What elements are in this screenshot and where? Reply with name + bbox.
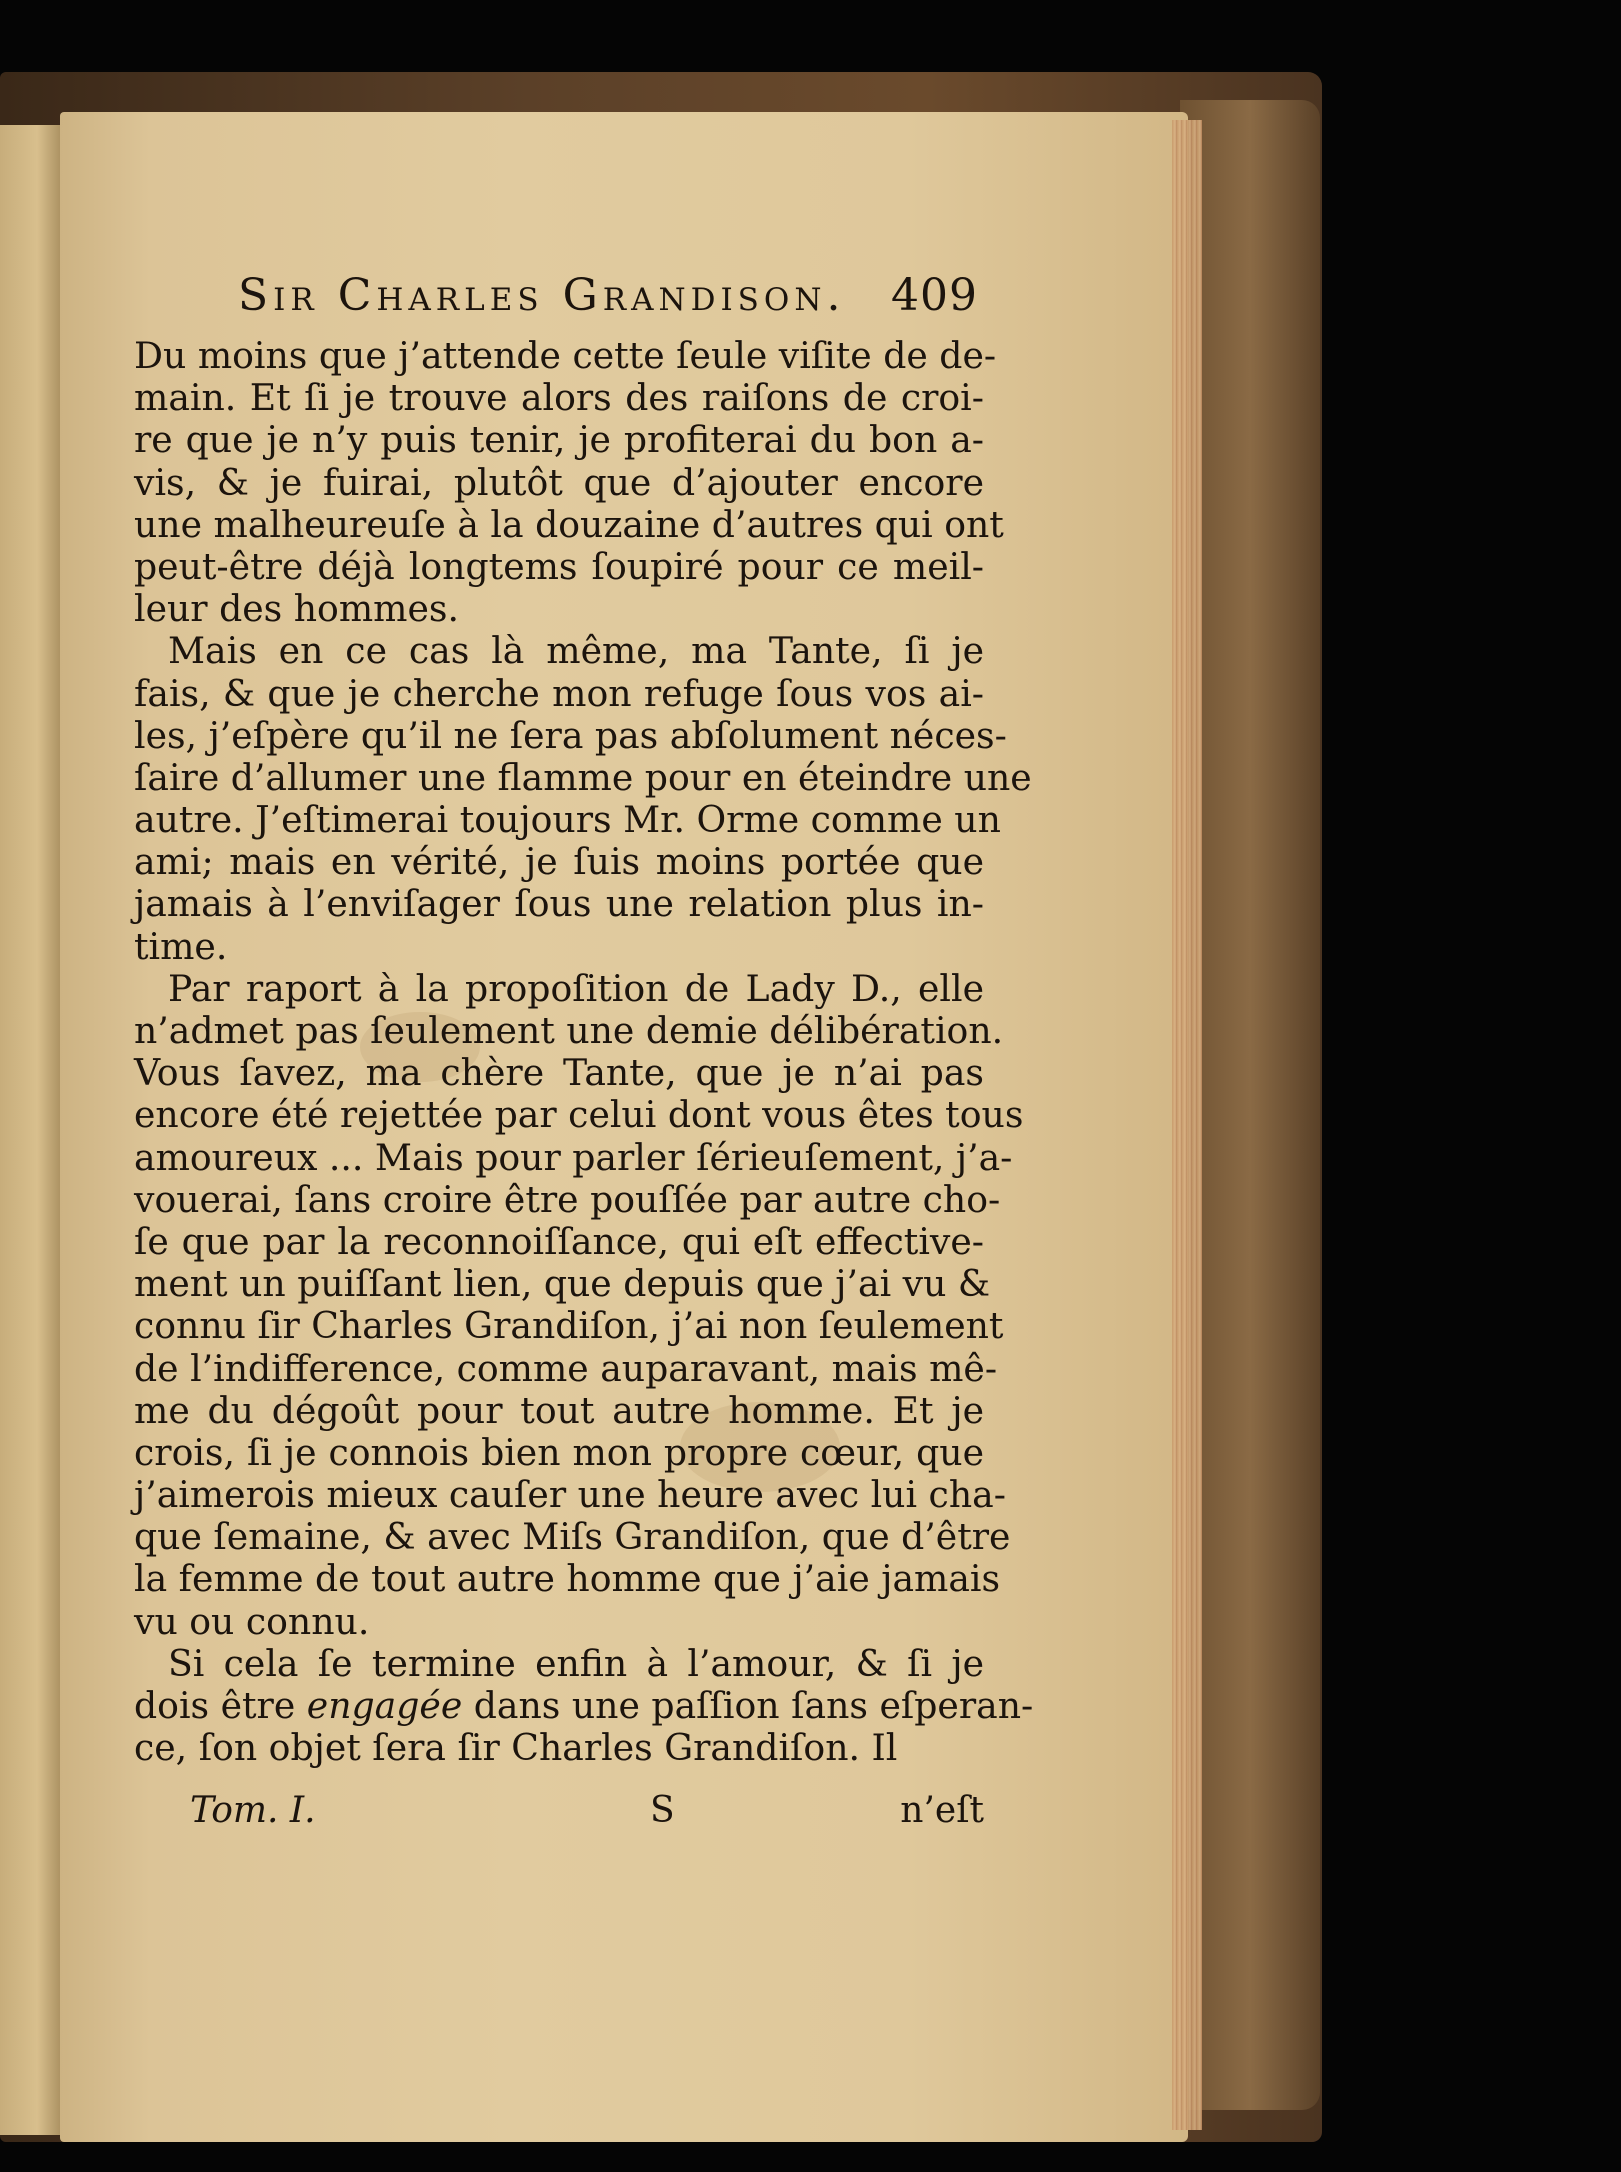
text-line: une malheureuſe à la douzaine d’autres qui ont xyxy=(134,502,1004,546)
page-footer xyxy=(190,1790,984,1836)
page-edges xyxy=(1172,120,1202,2130)
text-line: ami; mais en vérité, je ſuis moins portée que xyxy=(134,840,984,884)
page-number: 409 xyxy=(891,270,978,321)
text-line: amoureux ... Mais pour parler ſérieuſement, j’a- xyxy=(134,1135,1013,1179)
text-line: dois être engagée dans une paſſion ſans eſperan- xyxy=(134,1684,1034,1727)
text-line: de l’indifference, comme auparavant, mais mê- xyxy=(134,1346,998,1390)
text-line: Mais en ce cas là même, ma Tante, ſi je xyxy=(168,629,984,673)
running-head xyxy=(238,270,978,330)
text-line: ment un puiſſant lien, que depuis que j’ai vu & xyxy=(134,1262,991,1306)
text-line: main. Et ſi je trouve alors des raiſons de croi- xyxy=(134,376,984,420)
text-line: vu ou connu. xyxy=(134,1599,370,1643)
text-line: peut-être déjà longtems ſoupiré pour ce meil- xyxy=(134,544,984,588)
text-line: leur des hommes. xyxy=(134,587,459,631)
catchword: n’eſt xyxy=(900,1790,984,1831)
facing-page-edge xyxy=(0,125,62,2135)
text-line: Vous ſavez, ma chère Tante, que je n’ai pas xyxy=(134,1051,984,1095)
text-line: encore été rejettée par celui dont vous êtes tous xyxy=(134,1093,1024,1137)
text-line: que ſemaine, & avec Miſs Grandiſon, que d’être xyxy=(134,1515,1011,1559)
text-line: jamais à l’enviſager ſous une relation plus in- xyxy=(134,882,984,926)
text-line: Si cela ſe termine enfin à l’amour, & ſi je xyxy=(168,1641,984,1685)
text-line: ſe que par la reconnoiſſance, qui eſt effective- xyxy=(134,1219,984,1263)
text-line: time. xyxy=(134,924,228,968)
body-text xyxy=(134,334,1034,1770)
text-line: j’aimerois mieux cauſer une heure avec lui cha- xyxy=(134,1473,1006,1517)
text-line: vis, & je fuirai, plutôt que d’ajouter encore xyxy=(134,460,984,504)
text-line: vouerai, ſans croire être pouſſée par autre cho- xyxy=(134,1177,1001,1221)
text-line: connu ſir Charles Grandiſon, j’ai non ſeulement xyxy=(134,1304,1004,1348)
text-line: ce, ſon objet ſera ſir Charles Grandiſon. Il xyxy=(134,1726,898,1770)
text-line: les, j’eſpère qu’il ne ſera pas abſolument néces- xyxy=(134,713,1007,757)
text-line: fais, & que je cherche mon refuge ſous vos ai- xyxy=(134,671,984,715)
text-line: Par raport à la propoſition de Lady D., elle xyxy=(168,966,984,1010)
text-line: Du moins que j’attende cette ſeule viſite de de- xyxy=(134,334,997,377)
text-line: crois, ſi je connois bien mon propre cœur, que xyxy=(134,1430,984,1474)
text-line: la femme de tout autre homme que j’aie jamais xyxy=(134,1557,1001,1601)
text-line: me du dégoût pour tout autre homme. Et je xyxy=(134,1388,984,1432)
text-line: ſaire d’allumer une flamme pour en éteindre une xyxy=(134,755,1032,799)
signature-mark: S xyxy=(650,1790,675,1831)
text-line: re que je n’y puis tenir, je profiterai du bon a- xyxy=(134,418,984,462)
italic-word: engagée xyxy=(306,1684,463,1727)
running-head-title: Sir Charles Grandison. xyxy=(238,270,846,321)
volume-label: Tom. I. xyxy=(190,1790,316,1831)
text-line: n’admet pas ſeulement une demie délibération. xyxy=(134,1009,1004,1052)
text-line: autre. J’eſtimerai toujours Mr. Orme comme un xyxy=(134,798,1001,842)
